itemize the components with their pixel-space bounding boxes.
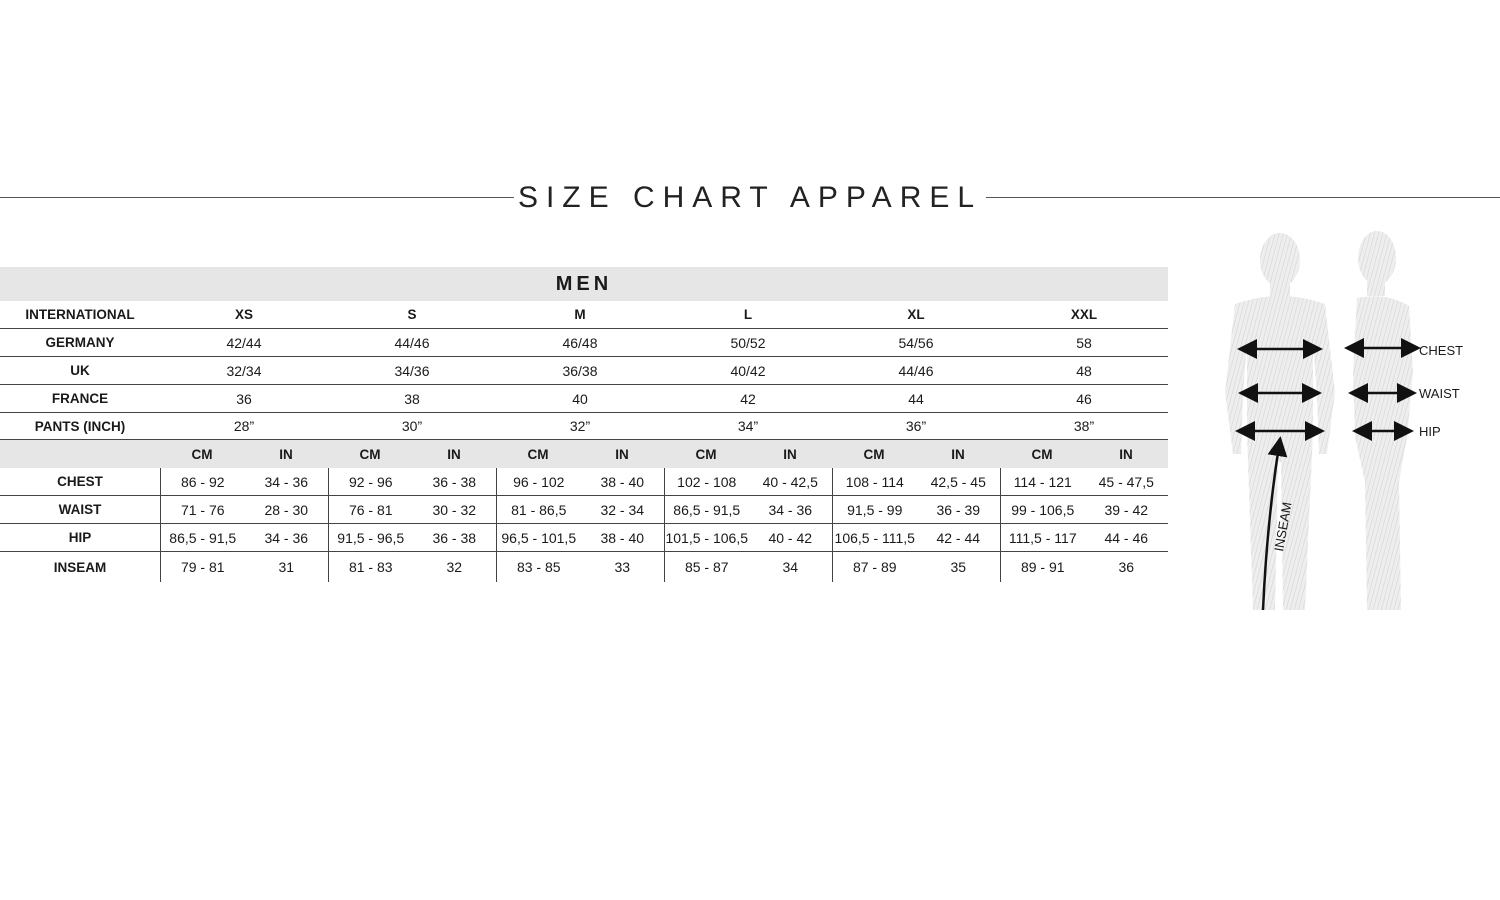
table-cell: 28” <box>233 418 255 434</box>
table-cell: 34” <box>737 418 759 434</box>
measure-cell-pair <box>832 496 1000 523</box>
measure-cell-pair <box>496 496 664 523</box>
measure-cell-pair <box>664 468 832 495</box>
unit-in: IN <box>783 446 797 462</box>
front-silhouette <box>1225 233 1335 610</box>
measure-cell-pair <box>496 552 664 582</box>
value-cm: 89 - 91 <box>1020 559 1065 575</box>
size-table <box>0 267 1168 582</box>
size-cell: M <box>574 307 586 322</box>
value-in: 35 <box>950 559 967 575</box>
table-cell: 44/46 <box>898 362 934 379</box>
value-in: 33 <box>614 559 631 575</box>
table-cell: 30” <box>401 418 423 434</box>
value-cm: 86,5 - 91,5 <box>169 529 237 546</box>
value-in: 34 <box>782 559 799 575</box>
measure-cell-pair <box>664 552 832 582</box>
unit-in: IN <box>279 446 293 462</box>
table-row-inseam <box>0 552 1168 582</box>
table-cell: 42/44 <box>226 334 262 351</box>
measurements-body <box>0 468 1168 582</box>
value-cm: 99 - 106,5 <box>1011 501 1075 518</box>
table-cell: 36 <box>236 390 252 407</box>
unit-in: IN <box>615 446 629 462</box>
value-cm: 91,5 - 96,5 <box>337 529 405 546</box>
row-label: WAIST <box>58 502 102 517</box>
unit-in: IN <box>447 446 461 462</box>
table-row-germany <box>0 329 1168 357</box>
value-in: 34 - 36 <box>264 473 309 490</box>
value-in: 36 - 38 <box>432 529 477 546</box>
value-in: 36 <box>1118 559 1135 575</box>
table-cell: 38 <box>404 390 420 407</box>
value-cm: 81 - 83 <box>348 559 393 575</box>
table-row-international <box>0 301 1168 329</box>
row-label: HIP <box>68 530 92 545</box>
row-label: FRANCE <box>51 391 109 406</box>
measure-cell-pair <box>832 468 1000 495</box>
unit-cm: CM <box>863 446 885 462</box>
table-cell: 40/42 <box>730 362 766 379</box>
page-title: SIZE CHART APPAREL <box>517 181 983 214</box>
measure-cell-pair <box>328 524 496 551</box>
table-row-uk <box>0 357 1168 385</box>
body-measurement-figure <box>1195 222 1500 612</box>
value-in: 40 - 42 <box>768 529 813 546</box>
value-cm: 102 - 108 <box>677 473 737 490</box>
table-cell: 44 <box>908 390 924 407</box>
size-cell: S <box>407 307 417 322</box>
unit-cm: CM <box>695 446 717 462</box>
unit-in: IN <box>951 446 965 462</box>
value-in: 42,5 - 45 <box>930 473 986 490</box>
value-cm: 96,5 - 101,5 <box>501 529 577 546</box>
row-label: INSEAM <box>53 559 107 575</box>
size-cell: L <box>743 307 753 322</box>
measure-cell-pair <box>1000 468 1168 495</box>
table-cell: 42 <box>740 390 756 407</box>
measure-cell-pair <box>160 496 328 523</box>
section-header-men: MEN <box>0 267 1168 301</box>
value-cm: 108 - 114 <box>845 473 904 490</box>
table-cell: 32” <box>569 418 591 434</box>
size-cell: XXL <box>1070 307 1098 322</box>
value-cm: 87 - 89 <box>852 559 897 575</box>
value-cm: 96 - 102 <box>513 473 565 490</box>
value-cm: 92 - 96 <box>348 473 393 490</box>
table-cell: 36/38 <box>562 362 598 379</box>
unit-cm: CM <box>1031 446 1053 462</box>
size-cell: XS <box>234 307 253 322</box>
table-cell: 46/48 <box>562 334 598 351</box>
value-cm: 83 - 85 <box>516 559 561 575</box>
measure-cell-pair <box>160 552 328 582</box>
value-in: 38 - 40 <box>600 473 645 490</box>
table-cell: 58 <box>1076 334 1092 351</box>
table-cell: 48 <box>1076 362 1092 379</box>
measure-cell-pair <box>1000 524 1168 551</box>
measure-cell-pair <box>832 552 1000 582</box>
value-in: 36 - 38 <box>432 473 477 490</box>
waist-label: WAIST <box>1419 386 1460 401</box>
measure-cell-pair <box>496 468 664 495</box>
value-in: 38 - 40 <box>600 529 645 546</box>
table-cell: 34/36 <box>394 362 430 379</box>
unit-cm: CM <box>359 446 381 462</box>
value-cm: 76 - 81 <box>348 501 393 518</box>
row-label: PANTS (INCH) <box>34 418 126 434</box>
table-row-waist <box>0 496 1168 524</box>
table-cell: 38” <box>1073 418 1095 434</box>
measure-cell-pair <box>664 496 832 523</box>
value-cm: 114 - 121 <box>1013 473 1072 490</box>
inseam-label: INSEAM <box>1271 500 1295 553</box>
value-cm: 101,5 - 106,5 <box>665 529 748 546</box>
table-row-pants <box>0 413 1168 440</box>
table-cell: 54/56 <box>898 334 934 351</box>
measure-cell-pair <box>328 468 496 495</box>
measure-cell-pair <box>832 524 1000 551</box>
row-label: CHEST <box>57 474 103 489</box>
value-cm: 91,5 - 99 <box>847 501 903 518</box>
title-rule-right <box>986 197 1500 198</box>
value-in: 40 - 42,5 <box>762 473 818 490</box>
table-cell: 44/46 <box>394 334 430 351</box>
value-cm: 106,5 - 111,5 <box>834 529 915 546</box>
measure-cell-pair <box>664 524 832 551</box>
table-row-chest <box>0 468 1168 496</box>
table-cell: 50/52 <box>730 334 766 351</box>
table-cell: 40 <box>572 390 588 407</box>
units-header <box>0 440 1168 468</box>
hip-label: HIP <box>1419 424 1441 439</box>
title-rule-left <box>0 197 514 198</box>
value-in: 34 - 36 <box>768 501 813 518</box>
value-cm: 71 - 76 <box>180 501 225 518</box>
table-row-hip <box>0 524 1168 552</box>
chest-label: CHEST <box>1419 343 1464 358</box>
table-cell: 36” <box>905 418 927 434</box>
unit-cm: CM <box>527 446 549 462</box>
unit-cm: CM <box>191 446 213 462</box>
value-in: 36 - 39 <box>936 501 981 518</box>
title-area <box>0 176 1500 220</box>
measure-cell-pair <box>1000 552 1168 582</box>
value-in: 39 - 42 <box>1104 501 1149 518</box>
value-cm: 85 - 87 <box>684 559 729 575</box>
value-cm: 111,5 - 117 <box>1008 529 1077 546</box>
table-cell: 46 <box>1076 390 1092 407</box>
measure-cell-pair <box>328 496 496 523</box>
value-in: 32 <box>446 559 463 575</box>
table-cell: 32/34 <box>226 362 262 379</box>
value-in: 30 - 32 <box>432 501 477 518</box>
value-in: 34 - 36 <box>264 529 309 546</box>
figure-svg <box>1195 222 1500 612</box>
value-cm: 86,5 - 91,5 <box>673 501 741 518</box>
size-cell: XL <box>907 307 925 322</box>
value-in: 31 <box>278 559 295 575</box>
side-silhouette <box>1353 231 1413 610</box>
unit-in: IN <box>1119 446 1133 462</box>
row-label: UK <box>70 363 90 378</box>
value-cm: 81 - 86,5 <box>511 501 567 518</box>
row-label: GERMANY <box>45 335 115 350</box>
value-in: 45 - 47,5 <box>1098 473 1154 490</box>
value-in: 42 - 44 <box>936 529 981 546</box>
table-row-france <box>0 385 1168 413</box>
value-in: 44 - 46 <box>1104 529 1149 546</box>
measure-cell-pair <box>328 552 496 582</box>
value-in: 32 - 34 <box>600 501 645 518</box>
measure-cell-pair <box>160 468 328 495</box>
value-cm: 86 - 92 <box>180 473 225 490</box>
value-cm: 79 - 81 <box>180 559 225 575</box>
row-label: INTERNATIONAL <box>25 307 135 322</box>
value-in: 28 - 30 <box>264 501 309 518</box>
measure-cell-pair <box>160 524 328 551</box>
measure-cell-pair <box>496 524 664 551</box>
measure-cell-pair <box>1000 496 1168 523</box>
